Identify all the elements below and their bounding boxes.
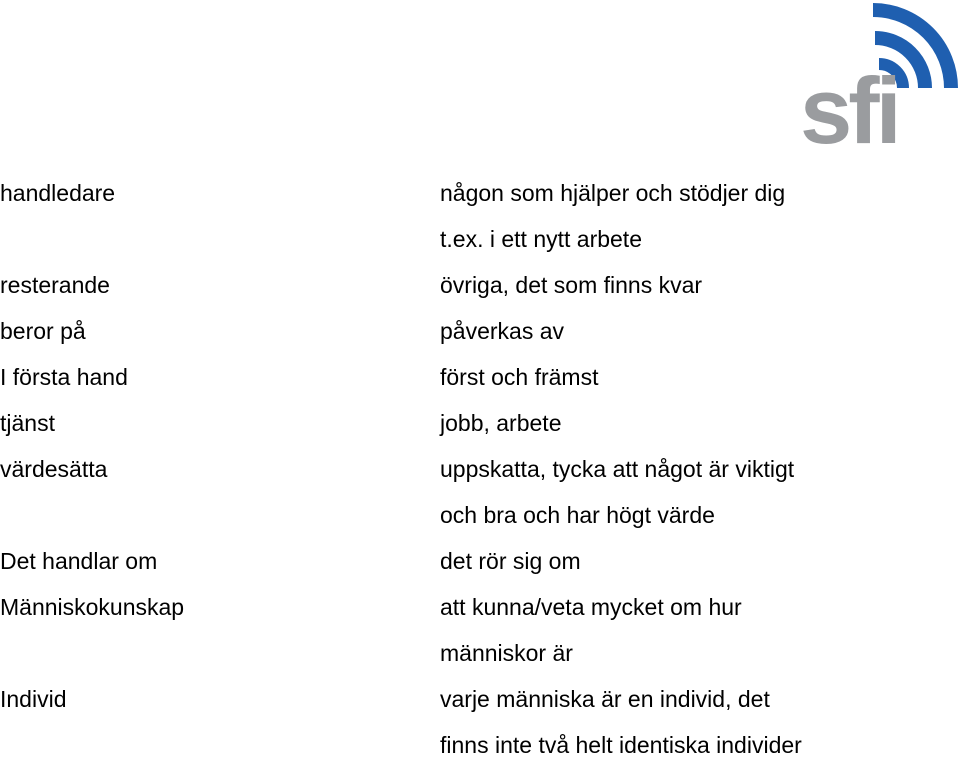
glossary-definition: människor är [440,640,573,666]
glossary-definition: t.ex. i ett nytt arbete [440,226,642,252]
glossary-definition: påverkas av [440,318,565,344]
glossary-term: beror på [0,318,86,344]
glossary-definition: och bra och har högt värde [440,502,715,528]
glossary-definition: jobb, arbete [440,410,562,436]
glossary-definition: någon som hjälper och stödjer dig [440,180,786,206]
glossary-term: Individ [0,686,67,712]
glossary-term: resterande [0,272,110,298]
logo-text: sfi [800,58,898,163]
glossary-term: tjänst [0,410,55,436]
glossary-definition: uppskatta, tycka att något är viktigt [440,456,795,482]
glossary-definition: först och främst [440,364,599,390]
glossary-term: värdesätta [0,456,108,482]
glossary-definition: att kunna/veta mycket om hur [440,594,742,620]
glossary-definition: övriga, det som finns kvar [440,272,703,298]
glossary-term: I första hand [0,364,128,390]
glossary-term: Människokunskap [0,594,185,620]
glossary-term: handledare [0,180,116,206]
glossary-definition: finns inte två helt identiska individer [440,732,802,758]
glossary-term: Det handlar om [0,548,158,574]
glossary-definition: varje människa är en individ, det [440,686,770,712]
glossary-definition: det rör sig om [440,548,581,574]
